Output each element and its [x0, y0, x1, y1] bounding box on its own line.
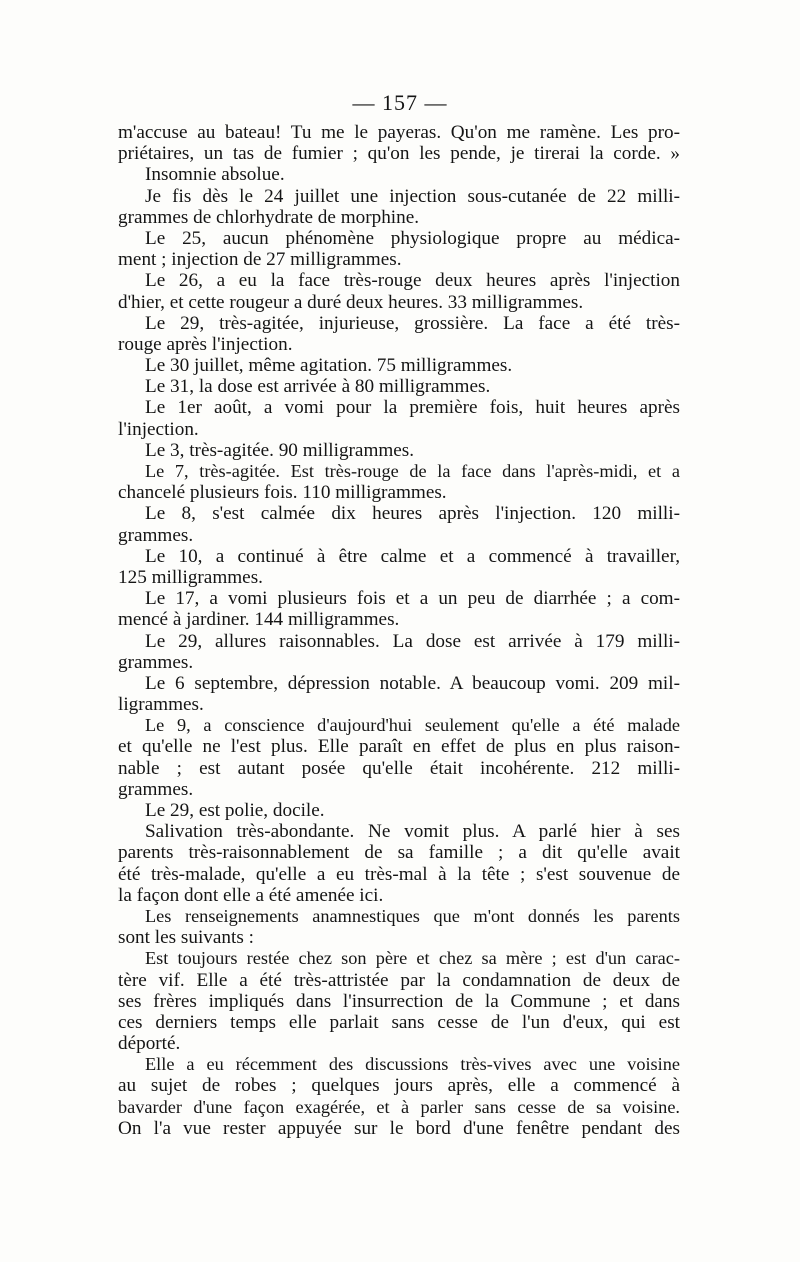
- text-line: Le 29, très-agitée, injurieuse, grossière. La face a été très-: [145, 312, 680, 334]
- text-line: ment ; injection de 27 milligrammes.: [118, 249, 402, 271]
- text-line: grammes de chlorhydrate de morphine.: [118, 206, 420, 228]
- text-line: et qu'elle ne l'est plus. Elle paraît en effet de plus en plus raison-: [118, 736, 680, 758]
- text-line: bavarder d'une façon exagérée, et à parler sans cesse de sa voisine.: [118, 1096, 680, 1117]
- text-line: grammes.: [118, 651, 194, 673]
- text-line: au sujet de robes ; quelques jours après, elle a commencé à: [118, 1075, 680, 1097]
- text-line: Le 26, a eu la face très-rouge deux heures après l'injection: [145, 270, 680, 292]
- text-line: Le 30 juillet, même agitation. 75 milligrammes.: [145, 355, 513, 377]
- text-line: Le 7, très-agitée. Est très-rouge de la face dans l'après-midi, et a: [145, 461, 680, 481]
- text-line: été très-malade, qu'elle a eu très-mal à la tête ; s'est souvenue de: [118, 863, 680, 885]
- text-line: Le 6 septembre, dépression notable. A beaucoup vomi. 209 mil-: [145, 672, 680, 694]
- text-line: 125 milligrammes.: [118, 566, 263, 588]
- text-line: sont les suivants :: [118, 927, 254, 949]
- text-line: parents très-raisonnablement de sa famille ; a dit qu'elle avait: [118, 842, 680, 864]
- text-line: déporté.: [118, 1033, 181, 1055]
- text-line: Le 3, très-agitée. 90 milligrammes.: [145, 439, 415, 461]
- text-line: Le 10, a continué à être calme et a commencé à travailler,: [145, 545, 680, 567]
- text-line: Elle a eu récemment des discussions très-vives avec une voisine: [145, 1054, 680, 1075]
- text-line: Le 29, allures raisonnables. La dose est arrivée à 179 milli-: [145, 630, 680, 652]
- text-line: Le 17, a vomi plusieurs fois et a un peu de diarrhée ; a com-: [145, 588, 680, 610]
- body-text: [118, 122, 680, 1139]
- text-line: Est toujours restée chez son père et chez sa mère ; est d'un carac-: [145, 948, 680, 969]
- text-line: Le 29, est polie, docile.: [145, 800, 325, 821]
- text-line: priétaires, un tas de fumier ; qu'on les pende, je tirerai la corde. »: [118, 143, 680, 165]
- text-line: Le 1er août, a vomi pour la première fois, huit heures après: [145, 397, 680, 419]
- text-line: chancelé plusieurs fois. 110 milligrammes.: [118, 482, 447, 504]
- text-line: Le 8, s'est calmée dix heures après l'injection. 120 milli-: [145, 503, 680, 525]
- text-line: Je fis dès le 24 juillet une injection sous-cutanée de 22 milli-: [145, 185, 680, 207]
- text-line: mencé à jardiner. 144 milligrammes.: [118, 609, 400, 631]
- text-line: grammes.: [118, 778, 194, 800]
- text-line: Le 31, la dose est arrivée à 80 milligrammes.: [145, 376, 491, 398]
- text-line: ligrammes.: [118, 694, 204, 716]
- page-number-header: — 157 —: [352, 90, 448, 115]
- text-line: Insomnie absolue.: [145, 164, 285, 186]
- text-line: Salivation très-abondante. Ne vomit plus. A parlé hier à ses: [145, 821, 680, 843]
- text-line: Les renseignements anamnestiques que m'ont donnés les parents: [145, 905, 680, 926]
- text-line: ces derniers temps elle parlait sans cesse de l'un d'eux, qui est: [118, 1011, 680, 1033]
- text-line: m'accuse au bateau! Tu me le payeras. Qu'on me ramène. Les pro-: [118, 122, 680, 143]
- text-line: l'injection.: [118, 418, 199, 440]
- text-line: la façon dont elle a été amenée ici.: [118, 884, 384, 906]
- text-line: Le 25, aucun phénomène physiologique propre au médica-: [145, 227, 680, 249]
- text-line: rouge après l'injection.: [118, 333, 293, 355]
- text-line: grammes.: [118, 524, 194, 546]
- text-line: On l'a vue rester appuyée sur le bord d'une fenêtre pendant des: [118, 1117, 680, 1139]
- text-line: ses frères impliqués dans l'insurrection de la Commune ; et dans: [118, 990, 680, 1012]
- text-line: nable ; est autant posée qu'elle était incohérente. 212 milli-: [118, 757, 680, 779]
- text-line: tère vif. Elle a été très-attristée par la condamnation de deux de: [118, 969, 680, 991]
- text-line: Le 9, a conscience d'aujourd'hui seulement qu'elle a été malade: [145, 715, 680, 736]
- text-line: d'hier, et cette rougeur a duré deux heures. 33 milligrammes.: [118, 291, 584, 313]
